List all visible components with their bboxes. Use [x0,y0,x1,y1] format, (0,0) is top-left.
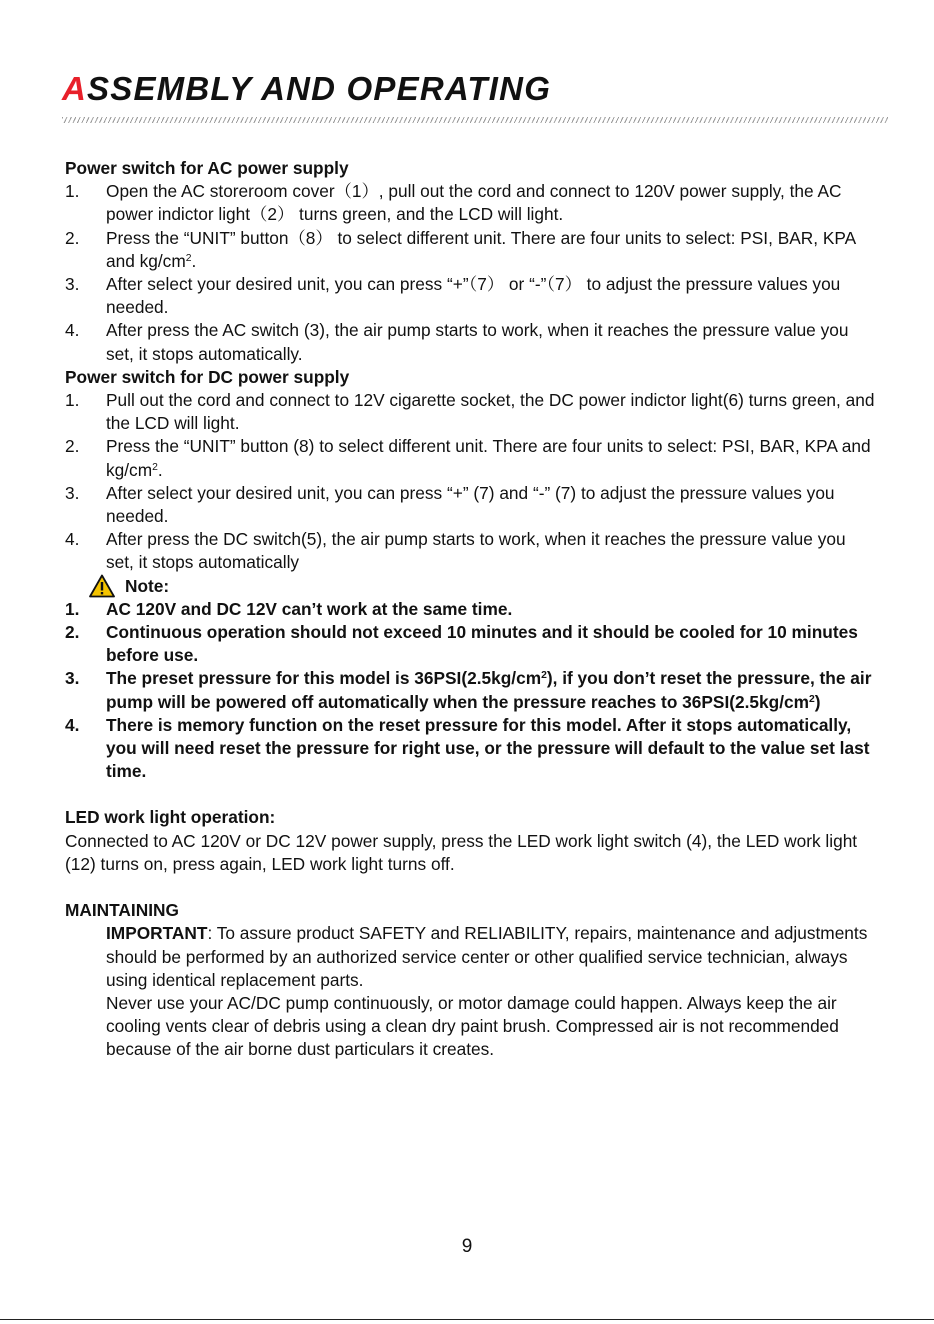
item-number: 3. [65,668,80,689]
spacer [65,876,875,899]
item-text: After press the AC switch (3), the air pump starts to work, when it reaches the pressure value you set, it stops automatically. [106,320,849,364]
led-heading: LED work light operation: [65,807,276,828]
item-number: 3. [65,482,80,503]
item-number: 4. [65,714,80,735]
item-text: Open the AC storeroom cover（1）, pull out the cord and connect to 120V power supply, the AC power indictor light（2） turns green, and the LCD will light. [106,181,842,225]
dc-section-heading: Power switch for DC power supply [65,366,350,387]
item-text-end: . [157,459,163,480]
dc-item-4 [65,528,875,574]
item-text: The preset pressure for this model is 36PSI(2.5kg/cm [106,668,542,689]
spacer [65,783,875,806]
item-number: 1. [65,390,80,411]
item-text: After select your desired unit, you can press “+” (7) and “-” (7) to adjust the pressure values you needed. [106,482,835,527]
item-text: After select your desired unit, you can press “+”（7） or “-”（7） to adjust the pressure values you needed. [106,274,841,318]
superscript: 2 [152,461,158,473]
important-label: IMPORTANT [106,923,208,944]
maintenance-paragraph: Never use your AC/DC pump continuously, or motor damage could happen. Always keep the air cooling vents clear of debris using a clean dry paint brush. Compressed air is not recommended because of the air borne dust particulars it creates. [106,992,839,1060]
item-text: Pull out the cord and connect to 12V cigarette socket, the DC power indictor light(6) turns green, and the LCD will light. [106,390,875,434]
item-text: ), if you don’t reset the pressure, the air pump will be powered off automatically when the pressure reaches to 36PSI(2.5kg/cm [106,668,872,712]
ac-item-3 [65,273,875,319]
item-number: 2. [65,436,80,457]
item-text: Press the “UNIT” button（8） to select different unit. There are four units to select: PSI, BAR, KPA and kg/cm [106,227,856,271]
led-paragraph: Connected to AC 120V or DC 12V power supply, press the LED work light switch (4), the LED work light (12) turns on, press again, LED work light turns off. [65,830,858,874]
item-number: 4. [65,320,80,341]
item-number: 1. [65,181,80,202]
item-number: 4. [65,529,80,550]
warning-triangle-icon [89,574,115,598]
ac-item-2 [65,227,875,273]
important-paragraph [65,922,875,992]
ac-item-1 [65,180,875,226]
note-item-4 [65,714,875,784]
dc-item-2 [65,435,875,481]
superscript: 2 [808,693,815,705]
superscript: 2 [185,252,192,264]
note-item-1 [65,598,875,621]
ac-item-4 [65,319,875,365]
page-content [65,157,875,1062]
note-label: Note: [125,575,170,596]
note-item-2 [65,621,875,667]
important-text: : To assure product SAFETY and RELIABILITY, repairs, maintenance and adjustments should be performed by an authorized service center or other qualified service technician, always using identical replacement parts. [106,923,868,990]
dc-item-1 [65,389,875,435]
title-divider [62,117,888,123]
page-title [62,70,551,108]
item-text: After press the DC switch(5), the air pump starts to work, when it reaches the pressure value you set, it stops automatically [106,529,846,573]
item-number: 1. [65,598,80,619]
maintaining-heading: MAINTAINING [65,900,179,921]
item-number: 2. [65,622,80,643]
item-text: There is memory function on the reset pressure for this model. After it stops automatically, you will need reset the pressure for right use, or the pressure will default to the value set last time. [106,714,870,782]
dc-item-3 [65,482,875,528]
title-first-letter: A [62,70,88,107]
bottom-border [0,1319,934,1320]
page-number: 9 [461,1236,473,1257]
item-number: 2. [65,227,80,248]
item-text: ) [814,691,821,712]
note-item-3 [65,667,875,713]
item-number: 3. [65,274,80,295]
superscript: 2 [541,670,547,682]
item-text: Press the “UNIT” button (8) to select different unit. There are four units to select: PSI, BAR, KPA and kg/cm [106,436,871,480]
title-rest: SSEMBLY AND OPERATING [87,70,552,107]
ac-section-heading: Power switch for AC power supply [65,158,349,178]
note-heading [65,575,875,598]
item-text: AC 120V and DC 12V can’t work at the same time. [106,598,513,619]
item-text-end: . [191,250,197,271]
item-text: Continuous operation should not exceed 10 minutes and it should be cooled for 10 minutes before use. [106,622,858,666]
